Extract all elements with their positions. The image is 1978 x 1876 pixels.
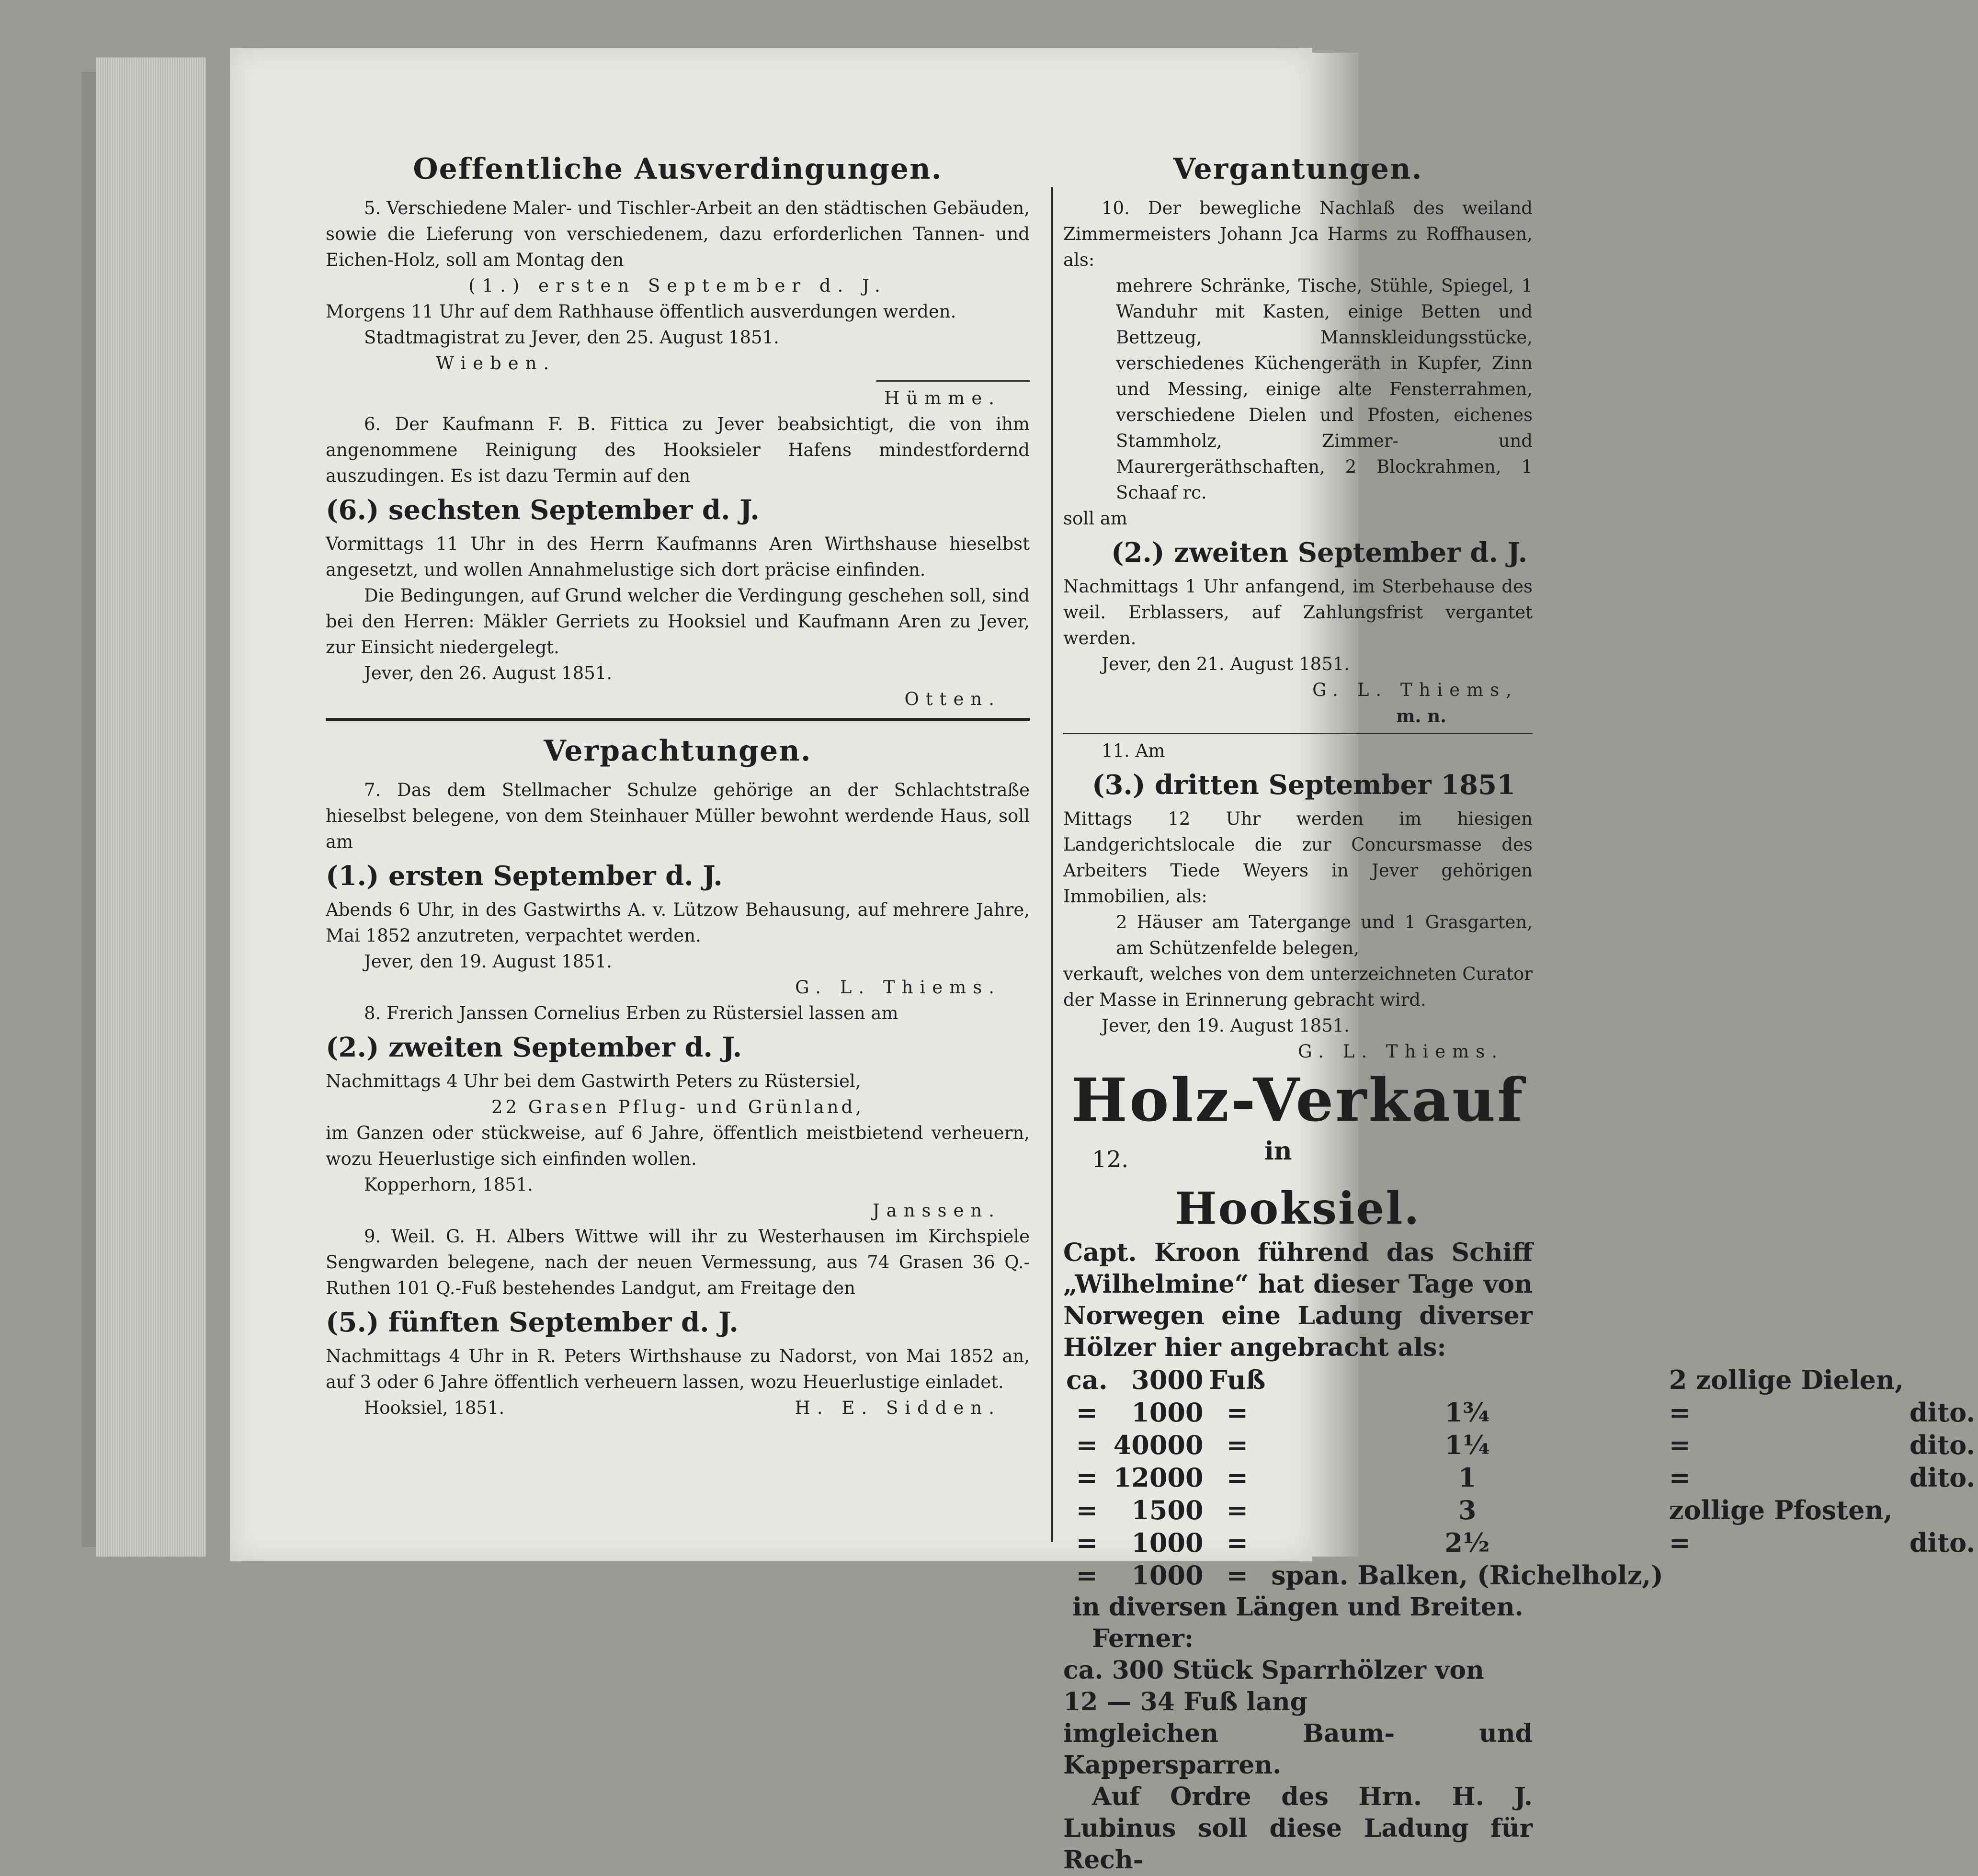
item-6-place: Jever, den 26. August 1851. bbox=[364, 663, 613, 683]
lumber-cell-d: dito. bbox=[1909, 1430, 1976, 1460]
item-11-date: (3.) dritten September 1851 bbox=[1092, 769, 1516, 801]
item-6-time: Vormittags 11 Uhr in des Herrn Kaufmanns Aren Wirthshause hieselbst angesetzt, und wollen Annahmelustige sich dort präcise einfinden. bbox=[326, 534, 1030, 580]
lumber-cell-a: ca. bbox=[1066, 1364, 1108, 1395]
item-5-time: Morgens 11 Uhr auf dem Rathhause öffentlich ausverdungen werden. bbox=[326, 301, 956, 322]
ad-extra-1: ca. 300 Stück Sparrhölzer von bbox=[1063, 1656, 1484, 1685]
ad-lengths: in diversen Längen und Breiten. bbox=[1072, 1592, 1523, 1622]
lumber-cell-s: 3 bbox=[1458, 1495, 1477, 1525]
item-11-place: Jever, den 19. August 1851. bbox=[1102, 1015, 1350, 1036]
item-8-more: im Ganzen oder stückweise, auf 6 Jahre, öffentlich meistbietend verheuern, wozu Heuerlustige sich einfinden wollen. bbox=[326, 1123, 1030, 1169]
heading-ausverdingungen: Oeffentliche Ausverdingungen. bbox=[413, 152, 943, 186]
lumber-row bbox=[1063, 1364, 1978, 1396]
item-9-date: (5.) fünften September d. J. bbox=[326, 1307, 739, 1338]
ad-title: Holz-Verkauf bbox=[1071, 1066, 1525, 1135]
item-8-text: 8. Frerich Janssen Cornelius Erben zu Rüstersiel lassen am bbox=[364, 1003, 898, 1023]
item-6-conditions: Die Bedingungen, auf Grund welcher die Verdingung geschehen soll, sind bei den Herren: Mäkler Gerriets zu Hooksiel und Kaufmann Aren zu Jever, zur Einsicht niedergelegt. bbox=[326, 585, 1030, 658]
lumber-table bbox=[1063, 1364, 1978, 1592]
item-10-text: 10. Der bewegliche Nachlaß des weiland Zimmermeisters Johann Jca Harms zu Roffhausen, als: bbox=[1063, 198, 1533, 270]
item-7-text: 7. Das dem Stellmacher Schulze gehörige an der Schlachtstraße hieselbst belegene, von dem Steinhauer Müller bewohnt werdende Haus, soll am bbox=[326, 780, 1030, 852]
ad-extra-2: 12 — 34 Fuß lang bbox=[1063, 1687, 1308, 1717]
lumber-cell-a: = bbox=[1076, 1462, 1098, 1493]
lumber-cell-a: = bbox=[1076, 1560, 1098, 1591]
item-5-signature: Wieben. bbox=[436, 353, 556, 374]
lumber-cell-b: = bbox=[1669, 1527, 1691, 1558]
lumber-cell-u: = bbox=[1226, 1495, 1249, 1525]
item-10-date: (2.) zweiten September d. J. bbox=[1111, 537, 1528, 568]
newspaper-page bbox=[230, 48, 1976, 1875]
ad-in: in bbox=[1264, 1137, 1292, 1166]
item-7-time: Abends 6 Uhr, in des Gastwirths A. v. Lützow Behausung, auf mehrere Jahre, Mai 1852 anzutreten, verpachtet werden. bbox=[326, 899, 1030, 946]
lumber-cell-s: 1¼ bbox=[1444, 1430, 1490, 1460]
lumber-cell-d: dito. bbox=[1909, 1527, 1976, 1558]
item-7-place: Jever, den 19. August 1851. bbox=[364, 951, 613, 972]
item-11-more: verkauft, welches von dem unterzeichneten Curator der Masse in Erinnerung gebracht wird. bbox=[1063, 964, 1533, 1010]
item-8-place: Kopperhorn, 1851. bbox=[364, 1174, 533, 1195]
lumber-cell-q: 12000 bbox=[1113, 1462, 1204, 1493]
item-7-date: (1.) ersten September d. J. bbox=[326, 860, 723, 892]
lumber-cell-a: = bbox=[1076, 1495, 1098, 1525]
item-9-place: Hooksiel, 1851. bbox=[364, 1398, 505, 1418]
lumber-row bbox=[1063, 1429, 1978, 1461]
ad-intro: Capt. Kroon führend das Schiff „Wilhelmine“ hat dieser Tage von Norwegen eine Ladung diverser Hölzer hier angebracht als: bbox=[1063, 1238, 1533, 1362]
item-6-date: (6.) sechsten September d. J. bbox=[326, 494, 760, 526]
ad-extra-3: imgleichen Baum- und Kappersparren. bbox=[1063, 1719, 1533, 1780]
item-8-time: Nachmittags 4 Uhr bei dem Gastwirth Peters zu Rüstersiel, bbox=[326, 1071, 861, 1091]
lumber-cell-b: zollige Pfosten, bbox=[1669, 1495, 1893, 1525]
divider bbox=[1063, 733, 1533, 734]
lumber-cell-d: dito. bbox=[1909, 1397, 1976, 1428]
lumber-cell-a: = bbox=[1076, 1397, 1098, 1428]
lumber-row bbox=[1063, 1396, 1978, 1429]
lumber-row bbox=[1063, 1559, 1978, 1592]
lumber-row bbox=[1063, 1526, 1978, 1559]
lumber-cell-s bbox=[1268, 1364, 1666, 1396]
divider bbox=[876, 380, 1030, 382]
item-5-date: (1.) ersten September d. J. bbox=[468, 275, 887, 296]
item-10-time: Nachmittags 1 Uhr anfangend, im Sterbehause des weil. Erblassers, auf Zahlungsfrist vergantet werden. bbox=[1063, 576, 1533, 648]
lumber-cell-s: span. Balken, (Richelholz,) bbox=[1271, 1560, 1663, 1591]
item-11-list: 2 Häuser am Tatergange und 1 Grasgarten, am Schützenfelde belegen, bbox=[1116, 912, 1533, 958]
lumber-cell-q: 3000 bbox=[1131, 1364, 1204, 1395]
section-divider bbox=[326, 718, 1030, 721]
lumber-row bbox=[1063, 1461, 1978, 1494]
lumber-cell-u: = bbox=[1226, 1397, 1249, 1428]
ad-number-row bbox=[1063, 1137, 1533, 1180]
lumber-cell-q: 1000 bbox=[1131, 1397, 1204, 1428]
lumber-cell-q: 40000 bbox=[1113, 1430, 1204, 1460]
lumber-cell-b: = bbox=[1669, 1462, 1691, 1493]
lumber-cell-s: 2½ bbox=[1444, 1527, 1490, 1558]
heading-verpachtungen: Verpachtungen. bbox=[544, 734, 812, 768]
lumber-cell-q: 1500 bbox=[1131, 1495, 1204, 1525]
lumber-cell-q: 1000 bbox=[1131, 1527, 1204, 1558]
item-9-signature: H. E. Sidden. bbox=[795, 1398, 1001, 1418]
item-5-signature-2: Hümme. bbox=[884, 388, 1001, 409]
item-10-signature: G. L. Thiems, bbox=[1312, 680, 1518, 700]
ad-order: Auf Ordre des Hrn. H. J. Lubinus soll diese Ladung für Rech- bbox=[1063, 1782, 1533, 1875]
item-11-text: Mittags 12 Uhr werden im hiesigen Landgerichtslocale die zur Concursmasse des Arbeiters Tiede Weyers in Jever gehörigen Immobilien, als: bbox=[1063, 808, 1533, 907]
item-7-signature: G. L. Thiems. bbox=[795, 977, 1001, 998]
right-column bbox=[1063, 139, 1976, 1876]
item-5-text: 5. Verschiedene Maler- und Tischler-Arbeit an den städtischen Gebäuden, sowie die Lieferung von verschiedenem, dazu erforderlichen Tannen- und Eichen-Holz, soll am Montag den bbox=[326, 198, 1030, 270]
item-10-signature-note: m. n. bbox=[1396, 705, 1446, 727]
lumber-cell-s: 1¾ bbox=[1444, 1397, 1490, 1428]
lumber-cell-u: = bbox=[1226, 1462, 1249, 1493]
lumber-cell-a: = bbox=[1076, 1527, 1098, 1558]
left-column bbox=[326, 139, 1030, 1421]
column-divider bbox=[1051, 187, 1053, 1542]
item-8-signature: Janssen. bbox=[872, 1200, 1001, 1221]
lumber-cell-d bbox=[1907, 1559, 1978, 1592]
lumber-cell-d bbox=[1907, 1364, 1978, 1396]
ad-number: 12. bbox=[1092, 1146, 1129, 1173]
item-9-time: Nachmittags 4 Uhr in R. Peters Wirthshause zu Nadorst, von Mai 1852 an, auf 3 oder 6 Jahre öffentlich verheuern lassen, wozu Heuerlustige einladet. bbox=[326, 1346, 1030, 1392]
lumber-cell-b bbox=[1666, 1559, 1907, 1592]
item-6-signature: Otten. bbox=[904, 689, 1001, 709]
page-stack-edge bbox=[96, 57, 206, 1557]
lumber-cell-a: = bbox=[1076, 1430, 1098, 1460]
item-8-date: (2.) zweiten September d. J. bbox=[326, 1032, 742, 1063]
lumber-cell-b: 2 zollige Dielen, bbox=[1669, 1364, 1904, 1395]
lumber-cell-d: dito. bbox=[1909, 1462, 1976, 1493]
item-11-am: 11. Am bbox=[1102, 740, 1165, 761]
item-8-land: 22 Grasen Pflug- und Grünland, bbox=[491, 1097, 864, 1117]
ad-place: Hooksiel. bbox=[1175, 1182, 1421, 1234]
lumber-cell-u: = bbox=[1226, 1430, 1249, 1460]
lumber-cell-u: = bbox=[1226, 1560, 1249, 1591]
item-5-place: Stadtmagistrat zu Jever, den 25. August 1851. bbox=[364, 327, 779, 348]
item-6-text: 6. Der Kaufmann F. B. Fittica zu Jever beabsichtigt, die von ihm angenommene Reinigung des Hooksieler Hafens mindestfordernd auszudingen. Es ist dazu Termin auf den bbox=[326, 414, 1030, 486]
item-11-signature: G. L. Thiems. bbox=[1298, 1041, 1504, 1062]
lumber-cell-d bbox=[1907, 1494, 1978, 1526]
lumber-cell-s: 1 bbox=[1458, 1462, 1477, 1493]
item-10-soll: soll am bbox=[1063, 508, 1127, 529]
item-10-list: mehrere Schränke, Tische, Stühle, Spiegel, 1 Wanduhr mit Kasten, einige Betten und Bettzeug, Mannskleidungsstücke, verschiedenes Küchengeräth in Kupfer, Zinn und Messing, einige alte Fensterrahmen, verschiedene Dielen und Pfosten, eichenes Stammholz, Zimmer- und Maurergeräthschaften, 2 Blockrahmen, 1 Schaaf rc. bbox=[1116, 275, 1533, 503]
lumber-cell-u: Fuß bbox=[1209, 1364, 1266, 1395]
lumber-cell-b: = bbox=[1669, 1430, 1691, 1460]
lumber-cell-u: = bbox=[1226, 1527, 1249, 1558]
lumber-row bbox=[1063, 1494, 1978, 1526]
item-10-place: Jever, den 21. August 1851. bbox=[1102, 654, 1350, 674]
heading-vergantungen: Vergantungen. bbox=[1173, 152, 1423, 186]
ad-ferner: Ferner: bbox=[1092, 1624, 1194, 1653]
item-9-text: 9. Weil. G. H. Albers Wittwe will ihr zu Westerhausen im Kirchspiele Sengwarden belegene, nach der neuen Vermessung, aus 74 Grasen 36 Q.-Ruthen 101 Q.-Fuß bestehendes Landgut, am Freitage den bbox=[326, 1226, 1030, 1298]
lumber-cell-q: 1000 bbox=[1131, 1560, 1204, 1591]
lumber-cell-b: = bbox=[1669, 1397, 1691, 1428]
